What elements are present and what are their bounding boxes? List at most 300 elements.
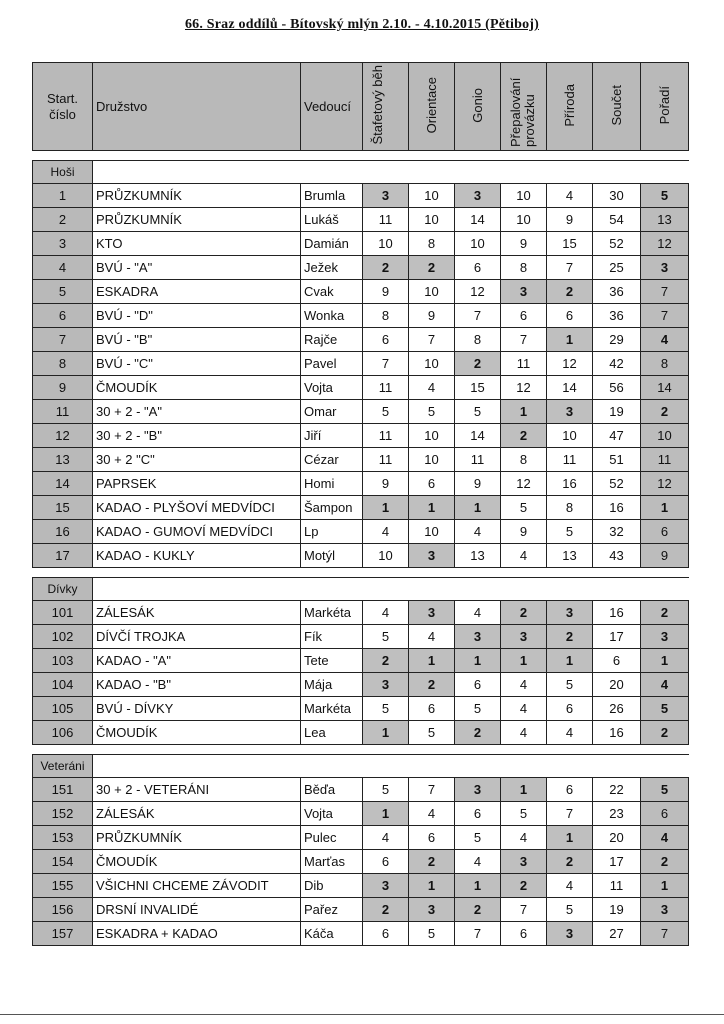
score-cell: 11 [363, 208, 409, 232]
score-cell: 5 [547, 520, 593, 544]
score-cell: 1 [455, 649, 501, 673]
score-cell: 14 [455, 424, 501, 448]
table-row [33, 472, 689, 496]
leader-cell: Tete [301, 649, 363, 673]
rank-cell: 2 [641, 721, 689, 745]
start-number-cell: 14 [33, 472, 93, 496]
team-name-cell: 30 + 2 - "B" [93, 424, 301, 448]
rank-label: Pořadí [656, 85, 672, 125]
score-cell: 2 [501, 601, 547, 625]
score-cell: 6 [363, 922, 409, 946]
rank-header [641, 63, 689, 151]
score-cell: 3 [363, 673, 409, 697]
score-cell: 13 [547, 544, 593, 568]
start-number-cell: 8 [33, 352, 93, 376]
score-cell: 10 [547, 424, 593, 448]
total-cell: 30 [593, 184, 641, 208]
score-cell: 10 [363, 232, 409, 256]
total-cell: 43 [593, 544, 641, 568]
score-cell: 5 [409, 400, 455, 424]
start-number-cell: 16 [33, 520, 93, 544]
score-cell: 2 [363, 649, 409, 673]
score-cell: 5 [501, 496, 547, 520]
start-number-cell: 102 [33, 625, 93, 649]
score-cell: 2 [455, 352, 501, 376]
team-name-cell: 30 + 2 - VETERÁNI [93, 778, 301, 802]
team-name-cell: VŠICHNI CHCEME ZÁVODIT [93, 874, 301, 898]
score-cell: 6 [409, 697, 455, 721]
score-cell: 10 [409, 184, 455, 208]
team-name-cell: BVÚ - DÍVKY [93, 697, 301, 721]
score-cell: 10 [409, 280, 455, 304]
table-row [33, 922, 689, 946]
table-row [33, 625, 689, 649]
score-cell: 9 [409, 304, 455, 328]
leader-cell: Wonka [301, 304, 363, 328]
rank-cell: 5 [641, 697, 689, 721]
total-cell: 52 [593, 232, 641, 256]
start-number-cell: 11 [33, 400, 93, 424]
leader-cell: Ježek [301, 256, 363, 280]
table-row [33, 400, 689, 424]
score-cell: 4 [409, 802, 455, 826]
total-cell: 54 [593, 208, 641, 232]
score-cell: 4 [547, 184, 593, 208]
rank-cell: 3 [641, 898, 689, 922]
score-cell: 8 [363, 304, 409, 328]
team-name-cell: PAPRSEK [93, 472, 301, 496]
team-name-cell: KADAO - KUKLY [93, 544, 301, 568]
score-cell: 3 [455, 778, 501, 802]
score-cell: 5 [409, 721, 455, 745]
leader-cell: Pařez [301, 898, 363, 922]
start-number-cell: 13 [33, 448, 93, 472]
score-cell: 5 [363, 625, 409, 649]
start-number-cell: 105 [33, 697, 93, 721]
score-cell: 1 [363, 802, 409, 826]
score-cell: 5 [363, 778, 409, 802]
start-number-cell: 6 [33, 304, 93, 328]
total-cell: 16 [593, 601, 641, 625]
score-cell: 7 [455, 304, 501, 328]
score-cell: 6 [547, 304, 593, 328]
score-cell: 5 [455, 697, 501, 721]
score-cell: 4 [547, 721, 593, 745]
score-cell: 4 [501, 826, 547, 850]
score-cell: 1 [501, 649, 547, 673]
table-row [33, 673, 689, 697]
score-cell: 3 [409, 544, 455, 568]
score-cell: 3 [547, 601, 593, 625]
total-cell: 36 [593, 304, 641, 328]
team-name-cell: ZÁLESÁK [93, 802, 301, 826]
total-cell: 42 [593, 352, 641, 376]
score-cell: 1 [363, 721, 409, 745]
score-cell: 2 [409, 256, 455, 280]
table-row [33, 721, 689, 745]
score-cell: 7 [363, 352, 409, 376]
start-number-cell: 156 [33, 898, 93, 922]
total-cell: 11 [593, 874, 641, 898]
score-cell: 12 [455, 280, 501, 304]
total-cell: 36 [593, 280, 641, 304]
score-cell: 4 [455, 850, 501, 874]
score-cell: 2 [501, 874, 547, 898]
rank-cell: 9 [641, 544, 689, 568]
discipline-header-rope-burning [501, 63, 547, 151]
score-cell: 2 [409, 850, 455, 874]
score-cell: 6 [501, 922, 547, 946]
score-cell: 7 [547, 256, 593, 280]
group-header-row [33, 755, 689, 778]
score-cell: 10 [363, 544, 409, 568]
discipline-label: Přepalování provázku [507, 77, 537, 147]
score-cell: 3 [409, 601, 455, 625]
score-cell: 3 [363, 874, 409, 898]
score-cell: 4 [501, 697, 547, 721]
total-cell: 47 [593, 424, 641, 448]
score-cell: 3 [363, 184, 409, 208]
leader-cell: Pavel [301, 352, 363, 376]
rank-cell: 5 [641, 184, 689, 208]
total-cell: 16 [593, 496, 641, 520]
table-row [33, 874, 689, 898]
score-cell: 10 [409, 448, 455, 472]
leader-cell: Cvak [301, 280, 363, 304]
score-cell: 4 [363, 826, 409, 850]
rank-cell: 3 [641, 625, 689, 649]
start-number-cell: 157 [33, 922, 93, 946]
score-cell: 2 [409, 673, 455, 697]
score-cell: 5 [363, 697, 409, 721]
table-header-row [33, 63, 689, 151]
score-cell: 3 [501, 280, 547, 304]
leader-cell: Rajče [301, 328, 363, 352]
start-number-cell: 7 [33, 328, 93, 352]
rank-cell: 11 [641, 448, 689, 472]
score-cell: 1 [409, 649, 455, 673]
table-body [33, 151, 689, 946]
table-row [33, 304, 689, 328]
total-cell: 19 [593, 400, 641, 424]
group-spacer [33, 745, 689, 755]
total-cell: 20 [593, 826, 641, 850]
score-cell: 7 [409, 328, 455, 352]
team-name-cell: KADAO - PLYŠOVÍ MEDVÍDCI [93, 496, 301, 520]
score-cell: 10 [409, 520, 455, 544]
table-row [33, 280, 689, 304]
score-cell: 4 [501, 673, 547, 697]
score-cell: 4 [455, 601, 501, 625]
score-cell: 3 [547, 400, 593, 424]
team-name-cell: BVÚ - "C" [93, 352, 301, 376]
rank-cell: 1 [641, 874, 689, 898]
score-cell: 9 [455, 472, 501, 496]
score-cell: 12 [501, 376, 547, 400]
total-cell: 32 [593, 520, 641, 544]
score-cell: 1 [547, 328, 593, 352]
start-number-header [33, 63, 93, 151]
score-cell: 10 [409, 424, 455, 448]
score-cell: 3 [501, 850, 547, 874]
score-cell: 5 [455, 826, 501, 850]
leader-header: Vedoucí [301, 63, 363, 151]
total-cell: 19 [593, 898, 641, 922]
page-title: 66. Sraz oddílů - Bítovský mlýn 2.10. - 4.10.2015 (Pětiboj) [184, 17, 540, 32]
leader-cell: Jiří [301, 424, 363, 448]
score-cell: 7 [409, 778, 455, 802]
leader-cell: Fík [301, 625, 363, 649]
leader-cell: Omar [301, 400, 363, 424]
total-cell: 23 [593, 802, 641, 826]
start-header-line1: Start. [46, 90, 79, 106]
total-cell: 22 [593, 778, 641, 802]
start-number-cell: 15 [33, 496, 93, 520]
table-row [33, 778, 689, 802]
leader-cell: Brumla [301, 184, 363, 208]
start-number-cell: 4 [33, 256, 93, 280]
table-row [33, 184, 689, 208]
rank-cell: 5 [641, 778, 689, 802]
group-header-row [33, 578, 689, 601]
score-cell: 6 [409, 826, 455, 850]
total-cell: 26 [593, 697, 641, 721]
start-number-cell: 12 [33, 424, 93, 448]
team-name-cell: PRŮZKUMNÍK [93, 208, 301, 232]
team-header: Družstvo [93, 63, 301, 151]
team-name-cell: 30 + 2 - "A" [93, 400, 301, 424]
score-cell: 8 [455, 328, 501, 352]
score-cell: 15 [455, 376, 501, 400]
score-cell: 6 [501, 304, 547, 328]
team-name-cell: ČMOUDÍK [93, 721, 301, 745]
discipline-header-orientation [409, 63, 455, 151]
total-label: Součet [608, 84, 624, 126]
score-cell: 12 [547, 352, 593, 376]
score-cell: 8 [409, 232, 455, 256]
total-cell: 29 [593, 328, 641, 352]
score-cell: 4 [363, 520, 409, 544]
leader-cell: Lea [301, 721, 363, 745]
group-label: Dívky [33, 578, 93, 601]
start-number-cell: 151 [33, 778, 93, 802]
score-cell: 4 [455, 520, 501, 544]
team-name-cell: DÍVČÍ TROJKA [93, 625, 301, 649]
score-cell: 11 [363, 376, 409, 400]
start-number-cell: 101 [33, 601, 93, 625]
team-name-cell: ČMOUDÍK [93, 850, 301, 874]
score-cell: 5 [547, 898, 593, 922]
team-name-cell: BVÚ - "A" [93, 256, 301, 280]
rank-cell: 2 [641, 601, 689, 625]
score-cell: 1 [409, 496, 455, 520]
start-number-cell: 2 [33, 208, 93, 232]
table-row [33, 424, 689, 448]
score-cell: 10 [501, 184, 547, 208]
score-cell: 4 [409, 376, 455, 400]
rank-cell: 2 [641, 400, 689, 424]
score-cell: 5 [363, 400, 409, 424]
score-cell: 7 [455, 922, 501, 946]
start-number-cell: 155 [33, 874, 93, 898]
discipline-label: Gonio [469, 87, 485, 123]
score-cell: 6 [363, 328, 409, 352]
start-number-cell: 3 [33, 232, 93, 256]
leader-cell: Šampon [301, 496, 363, 520]
start-number-cell: 152 [33, 802, 93, 826]
team-name-cell: BVÚ - "B" [93, 328, 301, 352]
total-cell: 17 [593, 850, 641, 874]
group-spacer [33, 151, 689, 161]
table-row [33, 520, 689, 544]
team-name-cell: 30 + 2 "C" [93, 448, 301, 472]
score-cell: 1 [409, 874, 455, 898]
table-row [33, 697, 689, 721]
score-cell: 4 [501, 544, 547, 568]
score-cell: 6 [455, 673, 501, 697]
score-cell: 10 [409, 352, 455, 376]
spacer-cell [33, 568, 689, 578]
score-cell: 5 [455, 400, 501, 424]
team-name-cell: PRŮZKUMNÍK [93, 184, 301, 208]
leader-cell: Lp [301, 520, 363, 544]
score-cell: 3 [455, 184, 501, 208]
score-cell: 4 [363, 601, 409, 625]
rank-cell: 12 [641, 232, 689, 256]
total-cell: 17 [593, 625, 641, 649]
total-cell: 56 [593, 376, 641, 400]
score-cell: 14 [455, 208, 501, 232]
start-number-cell: 5 [33, 280, 93, 304]
score-cell: 16 [547, 472, 593, 496]
total-cell: 25 [593, 256, 641, 280]
rank-cell: 3 [641, 256, 689, 280]
group-header-row [33, 161, 689, 184]
score-cell: 1 [547, 826, 593, 850]
score-cell: 9 [547, 208, 593, 232]
leader-cell: Vojta [301, 376, 363, 400]
score-cell: 1 [501, 778, 547, 802]
start-number-cell: 9 [33, 376, 93, 400]
score-cell: 6 [455, 802, 501, 826]
discipline-label: Štafetový běh [369, 65, 385, 145]
leader-cell: Damián [301, 232, 363, 256]
total-cell: 6 [593, 649, 641, 673]
score-cell: 3 [501, 625, 547, 649]
score-cell: 1 [455, 496, 501, 520]
leader-cell: Homi [301, 472, 363, 496]
score-cell: 11 [547, 448, 593, 472]
discipline-header-relay [363, 63, 409, 151]
table-row [33, 898, 689, 922]
rank-cell: 4 [641, 673, 689, 697]
leader-cell: Markéta [301, 697, 363, 721]
start-number-cell: 153 [33, 826, 93, 850]
score-cell: 4 [501, 721, 547, 745]
rank-cell: 7 [641, 304, 689, 328]
team-name-cell: BVÚ - "D" [93, 304, 301, 328]
table-row [33, 802, 689, 826]
leader-cell: Pulec [301, 826, 363, 850]
score-cell: 12 [501, 472, 547, 496]
total-cell: 52 [593, 472, 641, 496]
start-number-cell: 1 [33, 184, 93, 208]
table-row [33, 208, 689, 232]
team-name-cell: DRSNÍ INVALIDÉ [93, 898, 301, 922]
score-cell: 7 [547, 802, 593, 826]
table-row [33, 352, 689, 376]
score-cell: 9 [363, 472, 409, 496]
score-cell: 8 [501, 448, 547, 472]
rank-cell: 1 [641, 496, 689, 520]
score-cell: 1 [547, 649, 593, 673]
team-name-cell: KADAO - GUMOVÍ MEDVÍDCI [93, 520, 301, 544]
rank-cell: 6 [641, 520, 689, 544]
score-cell: 3 [409, 898, 455, 922]
total-cell: 27 [593, 922, 641, 946]
score-cell: 1 [501, 400, 547, 424]
table-row [33, 376, 689, 400]
score-cell: 10 [501, 208, 547, 232]
group-header-fill [93, 578, 689, 601]
table-row [33, 826, 689, 850]
rank-cell: 8 [641, 352, 689, 376]
leader-cell: Markéta [301, 601, 363, 625]
group-label: Veteráni [33, 755, 93, 778]
total-cell: 20 [593, 673, 641, 697]
score-cell: 2 [455, 898, 501, 922]
leader-cell: Marťas [301, 850, 363, 874]
start-number-cell: 154 [33, 850, 93, 874]
table-row [33, 328, 689, 352]
start-number-cell: 104 [33, 673, 93, 697]
score-cell: 5 [547, 673, 593, 697]
score-cell: 11 [455, 448, 501, 472]
table-row [33, 496, 689, 520]
table-row [33, 256, 689, 280]
rank-cell: 2 [641, 850, 689, 874]
table-row [33, 850, 689, 874]
discipline-header-gonio [455, 63, 501, 151]
score-cell: 2 [547, 850, 593, 874]
total-cell: 51 [593, 448, 641, 472]
score-cell: 9 [501, 232, 547, 256]
score-cell: 6 [409, 472, 455, 496]
score-cell: 7 [501, 328, 547, 352]
total-cell: 16 [593, 721, 641, 745]
leader-cell: Vojta [301, 802, 363, 826]
score-cell: 7 [501, 898, 547, 922]
rank-cell: 12 [641, 472, 689, 496]
score-cell: 3 [455, 625, 501, 649]
leader-cell: Lukáš [301, 208, 363, 232]
rank-cell: 13 [641, 208, 689, 232]
score-cell: 5 [501, 802, 547, 826]
score-cell: 13 [455, 544, 501, 568]
team-name-cell: ČMOUDÍK [93, 376, 301, 400]
score-cell: 6 [547, 778, 593, 802]
page-bottom-rule [0, 1014, 724, 1015]
score-cell: 15 [547, 232, 593, 256]
score-cell: 2 [501, 424, 547, 448]
score-cell: 6 [547, 697, 593, 721]
score-cell: 11 [363, 424, 409, 448]
group-header-fill [93, 161, 689, 184]
score-cell: 2 [363, 898, 409, 922]
score-cell: 6 [455, 256, 501, 280]
leader-cell: Dib [301, 874, 363, 898]
start-header-line2: číslo [49, 106, 76, 122]
